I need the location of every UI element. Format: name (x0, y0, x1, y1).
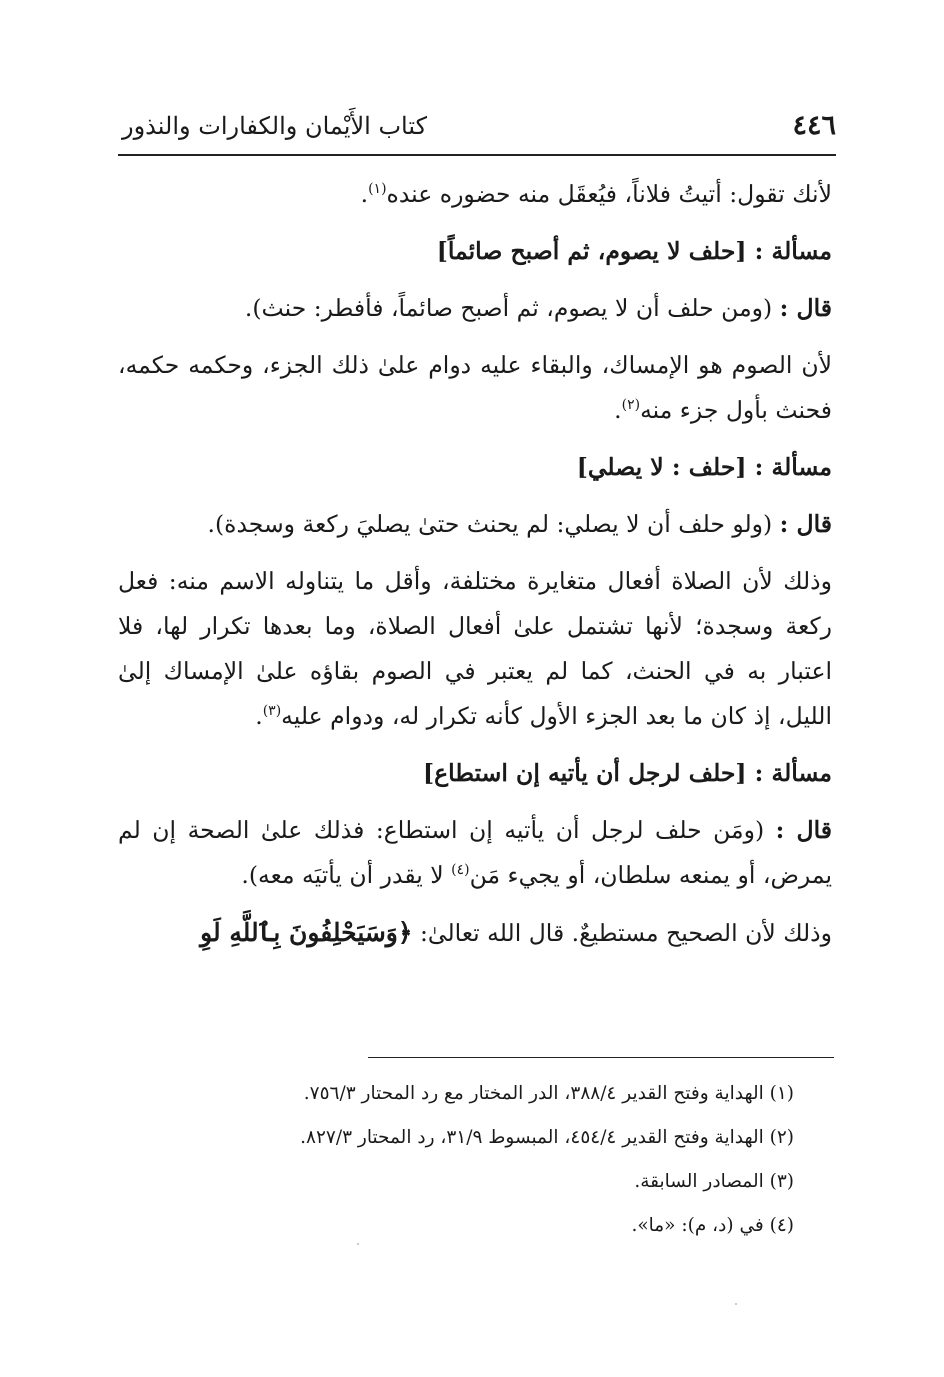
qal-label: قال : (779, 294, 832, 322)
footnote-ref: (٤) (451, 862, 470, 879)
footnote-item: (٢) الهداية وفتح القدير ٤٥٤/٤، المبسوط ٣١/٩، رد المحتار ٨٢٧/٣. (300, 1127, 794, 1148)
footnote-ref: (١) (368, 181, 387, 198)
paragraph-text: لأنك تقول: أتيتُ فلاناً، فيُعقَل منه حضوره عنده (386, 180, 832, 208)
masala-heading: مسألة : [حلف لا يصوم، ثم أصبح صائماً] (436, 237, 832, 265)
qal-text: (ولو حلف أن لا يصلي: لم يحنث حتىٰ يصليَ ركعة وسجدة). (207, 510, 773, 538)
qal-text-end: لا يقدر أن يأتيَه معه). (241, 861, 452, 889)
scan-speck (735, 1303, 737, 1305)
page-header (118, 110, 836, 156)
footnote-ref: (٣) (262, 703, 282, 720)
page-number: ٤٤٦ (792, 110, 836, 141)
paragraph-end: . (360, 180, 369, 208)
paragraph-text: لأن الصوم هو الإمساك، والبقاء عليه دوام علىٰ ذلك الجزء، وحكمه حكمه، فحنث بأول جزء منه (118, 351, 832, 424)
masala-heading: مسألة : [حلف لرجل أن يأتيه إن استطاع] (422, 759, 832, 787)
main-text (118, 172, 836, 956)
scan-speck (357, 1243, 359, 1245)
qal-text: (ومَن حلف لرجل أن يأتيه إن استطاع: فذلك علىٰ الصحة إن لم يمرض، أو يمنعه سلطان، أو يجيء مَن (118, 816, 832, 889)
paragraph-text: وذلك لأن الصلاة أفعال متغايرة مختلفة، وأقل ما يتناوله الاسم منه: فعل ركعة وسجدة؛ لأنها تشتمل علىٰ أفعال الصلاة، وما بعدها تكرار لها، فلا اعتبار به في الحنث، كما لم يعتبر في الصوم بقاؤه علىٰ الإمساك إلىٰ الليل، إذ كان ما بعد الجزء الأول كأنه تكرار له، ودوام عليه (118, 567, 832, 730)
quran-verse: ﴿وَسَيَحْلِفُونَ بِٱللَّهِ لَوِ (200, 918, 413, 947)
footnote-item: (٣) المصادر السابقة. (634, 1171, 794, 1192)
qal-paragraph (118, 502, 836, 547)
qal-paragraph (118, 808, 836, 898)
book-title: كتاب الأَيْمان والكفارات والنذور (122, 112, 428, 140)
book-page (118, 110, 836, 968)
paragraph (118, 910, 836, 956)
footnotes (118, 1072, 794, 1248)
qal-label: قال : (775, 816, 832, 844)
footnote-divider (368, 1057, 834, 1058)
paragraph-end: . (614, 396, 622, 424)
paragraph (118, 172, 836, 217)
paragraph-text: وذلك لأن الصحيح مستطيعٌ. قال الله تعالىٰ: (412, 919, 832, 947)
qal-label: قال : (779, 510, 832, 538)
footnote-item: (٤) في (د، م): «ما». (631, 1215, 794, 1236)
qal-text: (ومن حلف أن لا يصوم، ثم أصبح صائماً، فأفطر: حنث). (244, 294, 773, 322)
paragraph-end: . (255, 702, 263, 730)
paragraph (118, 343, 836, 433)
paragraph (118, 559, 836, 739)
masala-heading: مسألة : [حلف : لا يصلي] (576, 453, 832, 481)
qal-paragraph (118, 286, 836, 331)
footnote-ref: (٢) (621, 397, 641, 414)
footnote-item: (١) الهداية وفتح القدير ٣٨٨/٤، الدر المختار مع رد المحتار ٧٥٦/٣. (303, 1083, 794, 1104)
